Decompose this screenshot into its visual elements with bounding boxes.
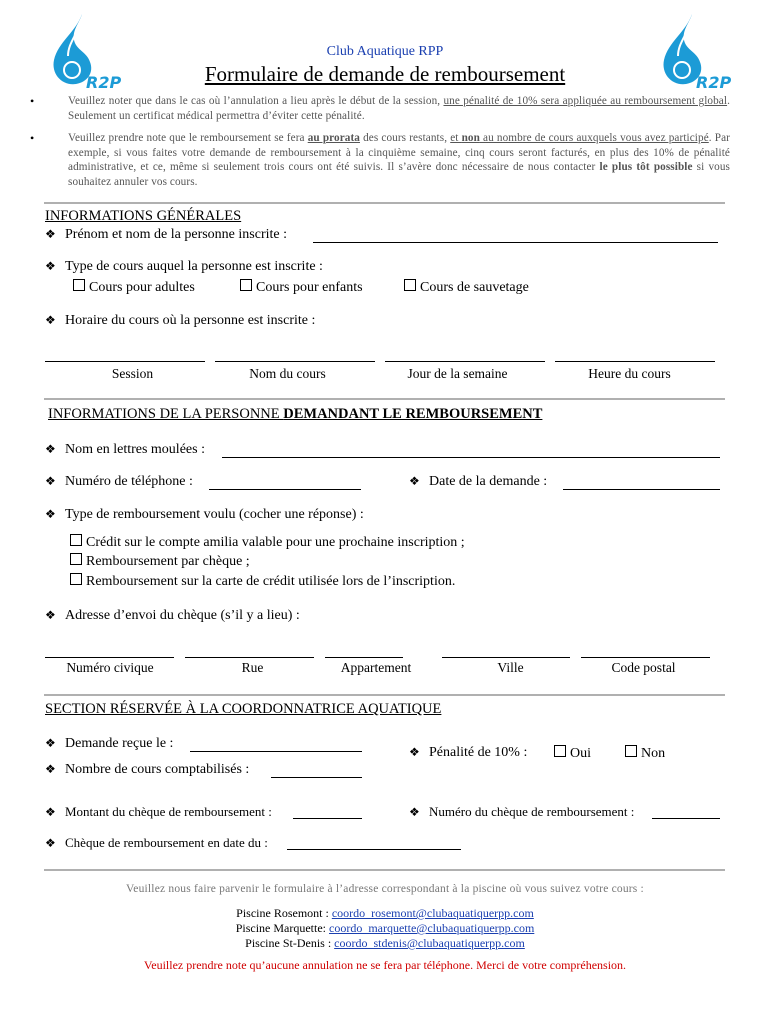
caption-postal: Code postal: [611, 660, 676, 675]
penalty-row: ❖ Pénalité de 10% :: [409, 745, 528, 760]
bullet-icon: ❖: [45, 227, 56, 241]
address-row: ❖ Adresse d’envoi du chèque (s’il y a lieu) :: [45, 608, 300, 623]
request-date-row: ❖ Date de la demande :: [409, 474, 548, 489]
email-rosemont-link[interactable]: coordo_rosemont@clubaquatiquerpp.com: [331, 906, 534, 920]
city-field[interactable]: [442, 657, 570, 658]
notice-list: [30, 94, 730, 198]
apartment-field[interactable]: [325, 657, 403, 658]
form-title: Formulaire de demande de remboursement: [204, 62, 566, 86]
notice-prorata: • Veuillez prendre note que le remboursement se fera au prorata des cours restants, et non au nombre de cours auxquels vous avez participé. Par exemple, si vous faites votre demande de remboursement à la cinquième semaine, cinq cours seront facturés, en plus des 10% de pénalité administrative, et ce, même si seulement trois cours ont été suivis. Il s’avère donc nécessaire de nous contacter le plus tôt possible si vous souhaitez annuler vos cours.: [30, 131, 730, 189]
footer-instructions: Veuillez nous faire parvenir le formulaire à l’adresse correspondant à la piscine où vous suivez votre cours :: [126, 883, 644, 895]
email-stdenis-link[interactable]: coordo_stdenis@clubaquatiquerpp.com: [334, 936, 525, 950]
phone-field[interactable]: [209, 489, 361, 490]
divider: [44, 202, 725, 204]
received-row: ❖ Demande reçue le :: [45, 736, 174, 751]
checkbox-icon[interactable]: [70, 553, 82, 565]
street-field[interactable]: [185, 657, 314, 658]
requester-name-field[interactable]: [222, 457, 720, 458]
contact-stdenis: Piscine St-Denis : coordo_stdenis@clubaquatiquerpp.com: [245, 936, 525, 950]
bullet-icon: ❖: [45, 507, 56, 521]
course-time-field[interactable]: [555, 361, 715, 362]
contact-rosemont: Piscine Rosemont : coordo_rosemont@clubaquatiquerpp.com: [236, 906, 534, 920]
person-name-row: [45, 227, 287, 243]
received-date-field[interactable]: [190, 751, 362, 752]
cheque-date-row: ❖ Chèque de remboursement en date du :: [45, 835, 268, 850]
divider: [44, 398, 725, 400]
bullet-icon: ❖: [45, 608, 56, 622]
notice-penalty: • Veuillez noter que dans le cas où l’annulation a lieu après le début de la session, une pénalité de 10% sera appliquée au remboursement global. Seulement un certificat médical permettra d’éviter cette pénalité.: [30, 94, 730, 123]
svg-text:R2P: R2P: [696, 73, 732, 92]
postal-code-field[interactable]: [581, 657, 710, 658]
civic-number-field[interactable]: [45, 657, 174, 658]
cheque-date-field[interactable]: [287, 849, 461, 850]
checkbox-icon[interactable]: [404, 279, 416, 291]
caption-course: Nom du cours: [249, 366, 326, 381]
requester-heading: INFORMATIONS DE LA PERSONNE DEMANDANT LE REMBOURSEMENT: [48, 406, 543, 422]
bullet-icon: ❖: [409, 474, 420, 488]
amount-field[interactable]: [293, 818, 362, 819]
checkbox-icon[interactable]: [70, 573, 82, 585]
count-field[interactable]: [271, 777, 362, 778]
course-name-field[interactable]: [215, 361, 375, 362]
bullet-icon: ❖: [409, 805, 420, 819]
caption-day: Jour de la semaine: [407, 366, 508, 381]
checkbox-lifesaving[interactable]: Cours de sauvetage: [404, 279, 529, 296]
divider: [44, 694, 725, 696]
reserved-heading: SECTION RÉSERVÉE À LA COORDONNATRICE AQUATIQUE: [45, 701, 442, 717]
phone-row: ❖ Numéro de téléphone :: [45, 474, 193, 489]
checkbox-icon[interactable]: [240, 279, 252, 291]
checkbox-icon[interactable]: [625, 745, 637, 757]
bullet-icon: ❖: [45, 259, 56, 273]
bullet-icon: ❖: [409, 745, 420, 759]
svg-text:R2P: R2P: [86, 73, 122, 92]
course-type-row: ❖ Type de cours auquel la personne est inscrite :: [45, 259, 323, 274]
bullet-icon: ❖: [45, 836, 56, 850]
checkbox-icon[interactable]: [70, 534, 82, 546]
cheque-number-row: ❖ Numéro du chèque de remboursement :: [409, 804, 635, 819]
count-row: ❖ Nombre de cours comptabilisés :: [45, 762, 250, 777]
caption-street: Rue: [241, 660, 264, 675]
person-name-field[interactable]: [313, 242, 718, 243]
bullet-icon: ❖: [45, 736, 56, 750]
caption-session: Session: [111, 366, 154, 381]
club-name: Club Aquatique RPP: [326, 44, 444, 59]
session-field[interactable]: [45, 361, 205, 362]
caption-city: Ville: [497, 660, 524, 675]
weekday-field[interactable]: [385, 361, 545, 362]
email-marquette-link[interactable]: coordo_marquette@clubaquatiquerpp.com: [329, 921, 535, 935]
request-date-field[interactable]: [563, 489, 720, 490]
bullet-icon: ❖: [45, 313, 56, 327]
bullet-icon: ❖: [45, 762, 56, 776]
requester-name-row: ❖ Nom en lettres moulées :: [45, 442, 205, 457]
checkbox-card[interactable]: Remboursement sur la carte de crédit utilisée lors de l’inscription.: [70, 573, 455, 590]
bullet-icon: ❖: [45, 474, 56, 488]
checkbox-penalty-no[interactable]: Non: [625, 745, 665, 762]
bullet-icon: ❖: [45, 805, 56, 819]
schedule-row: ❖ Horaire du cours où la personne est inscrite :: [45, 313, 316, 328]
checkbox-icon[interactable]: [554, 745, 566, 757]
person-name-label: Prénom et nom de la personne inscrite :: [65, 227, 287, 242]
refund-type-row: ❖ Type de remboursement voulu (cocher une réponse) :: [45, 507, 364, 522]
caption-time: Heure du cours: [588, 366, 671, 381]
checkbox-icon[interactable]: [73, 279, 85, 291]
checkbox-children[interactable]: Cours pour enfants: [240, 279, 363, 296]
checkbox-adults[interactable]: Cours pour adultes: [73, 279, 195, 296]
caption-apartment: Appartement: [340, 660, 412, 675]
bullet-icon: ❖: [45, 442, 56, 456]
footer-warning: Veuillez prendre note qu’aucune annulation ne se fera par téléphone. Merci de votre compréhension.: [143, 958, 627, 972]
amount-row: ❖ Montant du chèque de remboursement :: [45, 804, 272, 819]
cheque-number-field[interactable]: [652, 818, 720, 819]
checkbox-cheque[interactable]: Remboursement par chèque ;: [70, 553, 250, 570]
checkbox-penalty-yes[interactable]: Oui: [554, 745, 591, 762]
checkbox-credit[interactable]: Crédit sur le compte amilia valable pour une prochaine inscription ;: [70, 534, 465, 551]
general-heading: INFORMATIONS GÉNÉRALES: [45, 208, 242, 224]
divider: [44, 869, 725, 871]
caption-civic: Numéro civique: [66, 660, 154, 675]
contact-marquette: Piscine Marquette: coordo_marquette@clubaquatiquerpp.com: [235, 921, 535, 935]
